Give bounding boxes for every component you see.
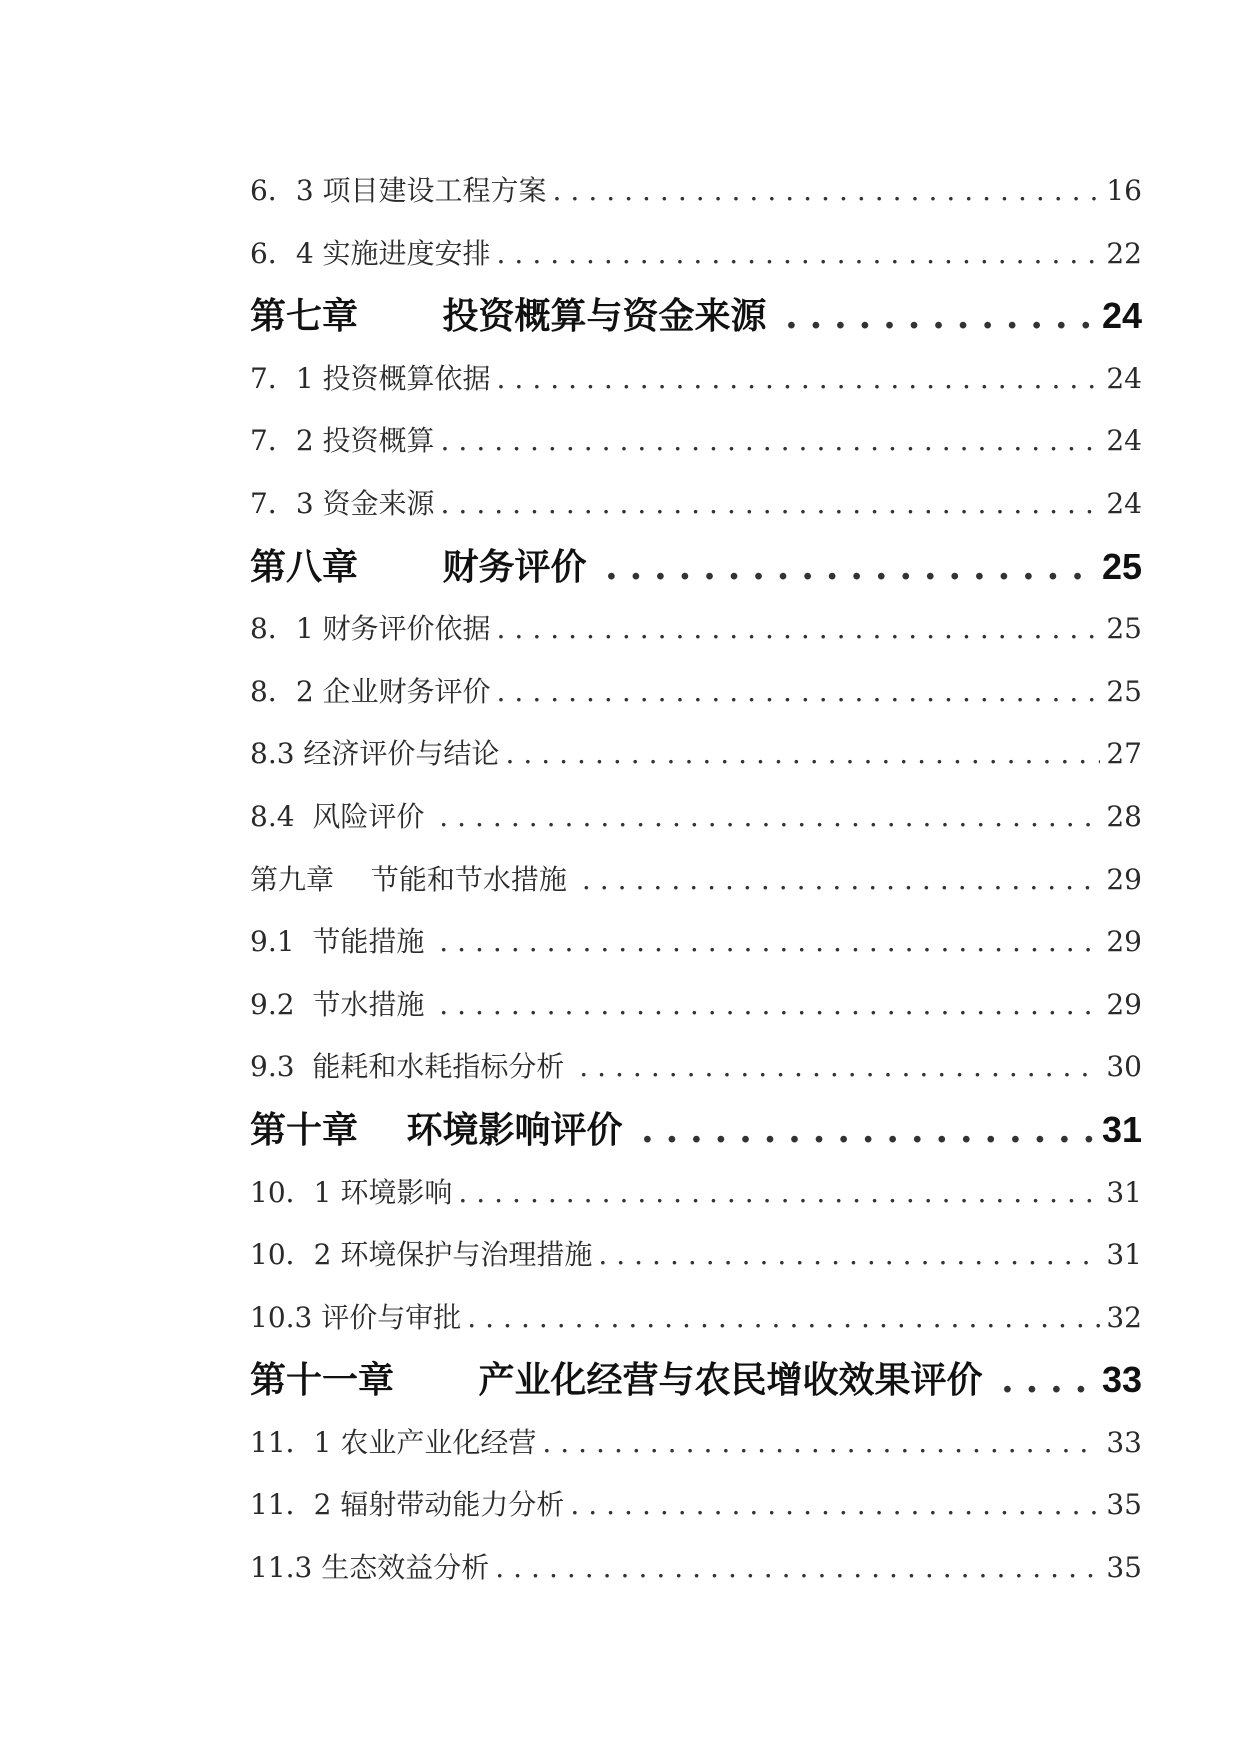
toc-page-number: 27: [1106, 737, 1142, 771]
toc-entry[interactable]: [250, 536, 1142, 599]
toc-entry-title: 第七章 投资概算与资金来源: [250, 295, 780, 338]
dot-leader: [497, 661, 1101, 724]
toc-page-number: 25: [1106, 612, 1142, 646]
toc-entry-title: 10．1 环境影响: [250, 1175, 453, 1209]
dot-leader: [570, 1474, 1100, 1537]
toc-entry-title: 8．1 财务评价依据: [250, 612, 491, 646]
dot-leader: [582, 849, 1101, 912]
dot-leader: [542, 1412, 1100, 1475]
dot-leader: [605, 536, 1096, 599]
toc-page-number: 31: [1106, 1175, 1142, 1209]
dot-leader: [497, 598, 1101, 661]
toc-page-number: 31: [1101, 1108, 1142, 1150]
toc-entry[interactable]: [250, 1162, 1142, 1225]
toc-page-number: 28: [1106, 799, 1142, 833]
toc-page-number: 24: [1106, 424, 1142, 458]
toc-entry[interactable]: [250, 1287, 1142, 1350]
toc-entry[interactable]: [250, 285, 1142, 348]
toc-entry-title: 10.3 评价与审批: [250, 1300, 462, 1334]
toc-entry[interactable]: [250, 160, 1142, 223]
toc-entry-title: 11．2 辐射带动能力分析: [250, 1488, 565, 1522]
toc-entry[interactable]: [250, 1099, 1142, 1162]
toc-entry[interactable]: [250, 849, 1142, 912]
toc-entry[interactable]: [250, 786, 1142, 849]
toc-page-number: 24: [1101, 295, 1142, 337]
toc-entry-title: 6．3 项目建设工程方案: [250, 174, 547, 207]
dot-leader: [439, 974, 1100, 1037]
toc-page-number: 25: [1101, 545, 1142, 587]
toc-page-number: 32: [1106, 1300, 1142, 1334]
toc-entry-title: 9.2 节水措施: [250, 987, 434, 1021]
dot-leader: [495, 1537, 1100, 1600]
toc-page-number: 25: [1106, 674, 1142, 708]
dot-leader: [497, 223, 1101, 286]
toc-entry-title: 8.3 经济评价与结论: [250, 737, 500, 771]
toc-entry-title: 7．3 资金来源: [250, 486, 435, 520]
toc-entry[interactable]: [250, 1474, 1142, 1537]
toc-entry-title: 第九章 节能和节水措施: [250, 862, 576, 896]
toc-entry-title: 7．2 投资概算: [250, 424, 435, 458]
toc-entry[interactable]: [250, 473, 1142, 536]
toc-page-number: 24: [1106, 361, 1142, 395]
dot-leader: [785, 285, 1096, 348]
toc-page-number: 31: [1106, 1238, 1142, 1272]
toc-entry-title: 第十一章 产业化经营与农民增收效果评价: [250, 1359, 996, 1402]
toc-page-number: 29: [1106, 862, 1142, 896]
toc-entry[interactable]: [250, 974, 1142, 1037]
toc-entry-title: 9.1 节能措施: [250, 925, 434, 959]
toc-page-number: 29: [1106, 987, 1142, 1021]
dot-leader: [439, 786, 1100, 849]
toc-entry[interactable]: [250, 1537, 1142, 1600]
toc-page-number: 33: [1101, 1359, 1142, 1401]
dot-leader: [579, 1036, 1100, 1099]
toc-entry-title: 第十章 环境影响评价: [250, 1108, 636, 1151]
toc-page-number: 29: [1106, 925, 1142, 959]
toc-entry[interactable]: [250, 410, 1142, 473]
toc-entry-title: 第八章 财务评价: [250, 545, 600, 588]
toc-entry[interactable]: [250, 598, 1142, 661]
toc-entry-title: 8.4 风险评价: [250, 799, 434, 833]
toc-entry[interactable]: [250, 1349, 1142, 1412]
toc-page-number: 30: [1106, 1050, 1142, 1084]
dot-leader: [467, 1287, 1100, 1350]
toc-entry-title: 11．1 农业产业化经营: [250, 1425, 537, 1459]
toc-entry-title: 7．1 投资概算依据: [250, 361, 491, 395]
dot-leader: [441, 473, 1101, 536]
toc-entry[interactable]: [250, 348, 1142, 411]
toc-page-number: 16: [1106, 174, 1142, 207]
dot-leader: [1001, 1349, 1096, 1412]
toc-page-number: 24: [1106, 486, 1142, 520]
dot-leader: [553, 160, 1101, 223]
toc-entry[interactable]: [250, 723, 1142, 786]
dot-leader: [439, 911, 1100, 974]
toc-page-number: 35: [1106, 1488, 1142, 1522]
toc-entry-title: 10．2 环境保护与治理措施: [250, 1238, 593, 1272]
toc-page-number: 22: [1106, 236, 1142, 270]
table-of-contents: [250, 160, 1142, 1600]
dot-leader: [458, 1162, 1100, 1225]
dot-leader: [441, 410, 1101, 473]
toc-entry[interactable]: [250, 1224, 1142, 1287]
toc-entry-title: 8．2 企业财务评价: [250, 674, 491, 708]
dot-leader: [505, 723, 1100, 786]
toc-entry-title: 9.3 能耗和水耗指标分析: [250, 1050, 574, 1084]
toc-entry[interactable]: [250, 1036, 1142, 1099]
dot-leader: [641, 1099, 1096, 1162]
toc-entry-title: 6．4 实施进度安排: [250, 236, 491, 270]
toc-entry[interactable]: [250, 661, 1142, 724]
toc-entry[interactable]: [250, 1412, 1142, 1475]
toc-page-number: 35: [1106, 1551, 1142, 1585]
toc-entry[interactable]: [250, 911, 1142, 974]
toc-entry[interactable]: [250, 223, 1142, 286]
dot-leader: [497, 348, 1101, 411]
toc-entry-title: 11.3 生态效益分析: [250, 1551, 490, 1585]
dot-leader: [598, 1224, 1100, 1287]
toc-page-number: 33: [1106, 1425, 1142, 1459]
